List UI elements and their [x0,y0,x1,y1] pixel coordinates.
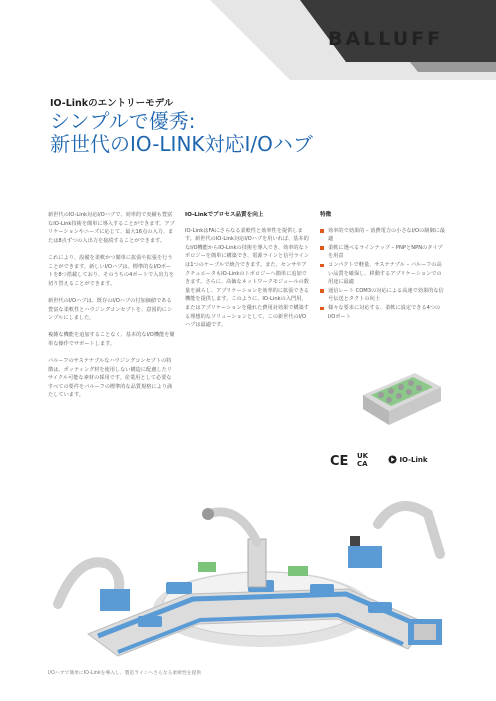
process-quality-column [185,211,310,338]
production-line-illustration [48,484,448,664]
intro-paragraph: バルーフのサステナブルなハウジングコンセプトの特徴は、ポッティング材を使用しない構造に配慮したリサイクル可能な素材の採用です。産業用として必要なすべての要件をバルーフの標準的な品質規格により満たしています。 [48,358,173,399]
feature-item: 効率的で効果的 – 消費電力の小さなI/Oの制御に最適 [320,227,445,244]
iolink-label: IO-Link [399,456,428,464]
figure-caption: I/Oハブで簡単にIO-Linkを導入し、製造ラインへさらなる柔軟性を提供 [48,671,202,676]
feature-item: コンパクトで軽量、サステナブル – バルーフの高い品質を確保し、移動するアプリケーションでの用途に最適 [320,261,445,287]
subtitle: IO-Linkのエントリーモデル [50,98,174,109]
page-title [50,110,380,156]
feature-item: 通信レート COM3の対応による高速で効果的な信号伝送とタクトの向上 [320,287,445,304]
feature-item: 様々な要求に対応する、柔軟に設定できる4つのI/Oポート [320,304,445,321]
process-quality-paragraph: IO-LinkはFAにさらなる柔軟性と効率性を提供します。新世代のIO-Link対応I/Oハブを用いれば、基本的なI/O機能からIO-Linkの技術を導入でき、効率的なトポロジーを簡単に構築でき、電源ラインと信号ラインは1つのケーブルで統合できます。また、センサやアクチュエータもIO-Linkのトポロジーへ簡単に追加できます。さらに、高価なネットワークモジュールの数量を減らし、アプリケーションを効率的に拡張できる機能を提供します。このように、IO-Linkの入門用、またはアプリケーションを優れた費用対効果で構築する理想的なソリューションとして、この新世代のI/Oハブは最適です。 [185,227,309,329]
features-heading: 特徴 [320,212,332,218]
process-quality-heading: IO-Linkでプロセス品質を向上 [185,212,264,218]
features-column [320,211,445,321]
title-line-1: シンプルで優秀: [50,109,196,133]
title-line-2: 新世代のIO-LINK対応I/Oハブ [50,132,313,156]
ukca-mark [357,452,377,468]
features-list [320,227,445,322]
io-hub-product-image [355,365,445,435]
intro-column [48,211,176,409]
ce-mark: CE [330,454,349,469]
intro-paragraph: これにより、設備を柔軟かつ簡単に拡張や拡張を行うことができます。新しいI/Oハブは、標準的なI/Oポートを8つ搭載しており、そのうちの4ポートで入出力を切り替えることができます。 [48,254,174,287]
intro-paragraph: 新世代のIO-Link対応I/Oハブで、効率的で実績も豊富なIO-Link技術を簡単に導入することができます。アプリケーションやニーズに応じて、最大16点の入力、または8点ずつの入出力を接続することができます。 [48,212,175,244]
balluff-logo: BALLUFF [328,28,444,50]
iolink-badge [388,455,428,464]
feature-item: 柔軟に選べるラインナップ – PNPとNPNのタイプを用意 [320,244,445,261]
ukca-line-1: UK [357,452,369,460]
certification-marks [330,452,445,472]
intro-paragraph: 新世代のI/Oハブは、既存のI/Oハブの付加価値である豊富な柔軟性とハウジングコンセプトを、意図的にシンプルにしました。 [48,297,173,322]
intro-paragraph: 複雑な機能を追加することなく、基本的なI/O機能を簡単な操作でサポートします。 [48,332,175,347]
iolink-logo-icon [388,455,397,464]
ukca-line-2: CA [357,460,368,468]
